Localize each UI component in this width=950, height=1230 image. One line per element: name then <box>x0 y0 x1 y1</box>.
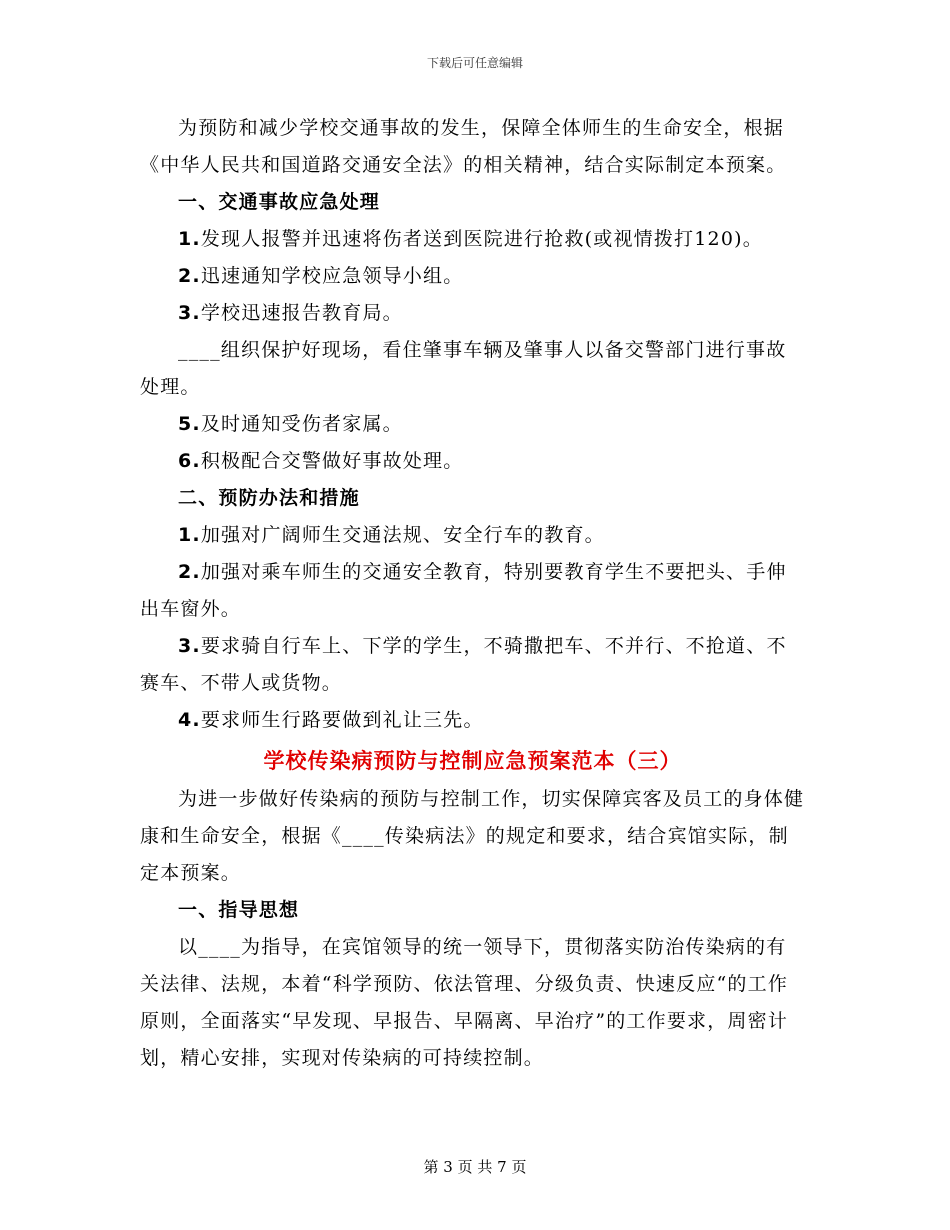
item-number: 1. <box>178 524 201 546</box>
page-header: 下载后可任意编辑 <box>426 56 523 70</box>
list-item <box>140 443 805 480</box>
list-item <box>140 628 805 702</box>
list-item: ____组织保护好现场，看住肇事车辆及肇事人以备交警部门进行事故处理。 <box>140 339 787 398</box>
document-title: 学校传染病预防与控制应急预案范本（三） <box>263 748 682 773</box>
list-item <box>140 295 805 332</box>
list-item <box>140 258 805 295</box>
list-item <box>140 221 805 258</box>
item-number: 5. <box>178 413 201 435</box>
item-text: 要求骑自行车上、下学的学生，不骑撒把车、不并行、不抢道、不赛车、不带人或货物。 <box>140 635 787 694</box>
item-text: 加强对乘车师生的交通安全教育，特别要教育学生不要把头、手伸出车窗外。 <box>140 561 787 620</box>
section3-heading: 一、指导思想 <box>178 899 300 921</box>
item-text: 学校迅速报告教育局。 <box>200 302 403 324</box>
item-text: 及时通知受伤者家属。 <box>200 413 403 435</box>
intro-paragraph: 为预防和减少学校交通事故的发生，保障全体师生的生命安全，根据《中华人民共和国道路交通安全法》的相关精神，结合实际制定本预案。 <box>140 117 787 176</box>
item-number: 3. <box>178 302 201 324</box>
item-text: 加强对广阔师生交通法规、安全行车的教育。 <box>200 524 605 546</box>
document-body <box>140 110 805 1077</box>
item-number: 2. <box>178 561 201 583</box>
item-text: 发现人报警并迅速将伤者送到医院进行抢救(或视情拨打120)。 <box>200 228 763 250</box>
list-item <box>140 406 805 443</box>
section1-heading: 一、交通事故应急处理 <box>178 191 381 213</box>
item-number: 1. <box>178 228 201 250</box>
item-text: 要求师生行路要做到礼让三先。 <box>200 709 484 731</box>
item-number: 4. <box>178 709 201 731</box>
list-item <box>140 702 805 739</box>
item-number: 2. <box>178 265 201 287</box>
item-text: 积极配合交警做好事故处理。 <box>200 450 464 472</box>
list-item <box>140 517 805 554</box>
intro2-paragraph: 为进一步做好传染病的预防与控制工作，切实保障宾客及员工的身体健康和生命安全，根据《____传染病法》的规定和要求，结合宾馆实际，制定本预案。 <box>140 788 805 884</box>
item-number: 3. <box>178 635 201 657</box>
list-item <box>140 554 805 628</box>
page-number: 第 3 页 共 7 页 <box>423 1158 527 1176</box>
item-number: 6. <box>178 450 201 472</box>
section2-heading: 二、预防办法和措施 <box>178 487 360 509</box>
item-text: 迅速通知学校应急领导小组。 <box>200 265 464 287</box>
guiding-paragraph: 以____为指导，在宾馆领导的统一领导下，贯彻落实防治传染病的有关法律、法规，本着“科学预防、依法管理、分级负责、快速反应“的工作原则，全面落实“早发现、早报告、早隔离、早治疗”的工作要求，周密计划，精心安排，实现对传染病的可持续控制。 <box>140 936 789 1069</box>
